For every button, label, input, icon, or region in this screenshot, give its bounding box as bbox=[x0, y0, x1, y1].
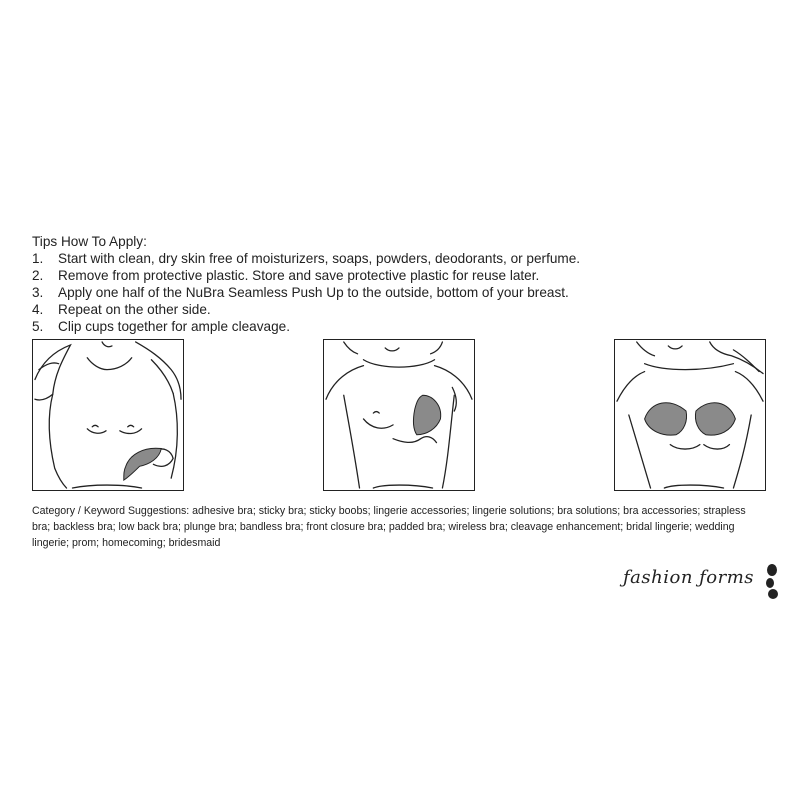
step-number: 4. bbox=[32, 302, 44, 317]
woman-applying-cup-illustration bbox=[33, 340, 183, 490]
illustration-step-clip-cups bbox=[614, 339, 766, 491]
step-number: 5. bbox=[32, 319, 44, 334]
step-text: Repeat on the other side. bbox=[58, 302, 211, 317]
instruction-step bbox=[32, 318, 772, 335]
illustration-step-apply-first-cup bbox=[32, 339, 184, 491]
instructions-list bbox=[32, 250, 772, 335]
brand-logo bbox=[623, 563, 783, 603]
step-text: Apply one half of the NuBra Seamless Push Up to the outside, bottom of your breast. bbox=[58, 285, 569, 300]
step-text: Clip cups together for ample cleavage. bbox=[58, 319, 290, 334]
illustration-step-apply-second-cup bbox=[323, 339, 475, 491]
woman-clipping-cups-illustration bbox=[615, 340, 765, 490]
instruction-step bbox=[32, 284, 772, 301]
step-text: Remove from protective plastic. Store and save protective plastic for reuse later. bbox=[58, 268, 540, 283]
step-text: Start with clean, dry skin free of moisturizers, soaps, powders, deodorants, or perfume. bbox=[58, 251, 581, 266]
instruction-step bbox=[32, 267, 772, 284]
instructions-heading: Tips How To Apply: bbox=[32, 234, 147, 249]
step-number: 3. bbox=[32, 285, 44, 300]
brand-logo-wordmark: ƒashion ƒorms bbox=[623, 567, 755, 588]
instructions-block bbox=[32, 233, 772, 335]
step-number: 2. bbox=[32, 268, 44, 283]
step-number: 1. bbox=[32, 251, 44, 266]
footprint-icon bbox=[761, 563, 783, 601]
instruction-step bbox=[32, 301, 772, 318]
instruction-step bbox=[32, 250, 772, 267]
woman-applying-second-cup-illustration bbox=[324, 340, 474, 490]
keyword-suggestions: Category / Keyword Suggestions: adhesive bra; sticky bra; sticky boobs; lingerie accessories; lingerie solutions; bra solutions; bra accessories; strapless bra; backless bra; low back bra; plunge bra; bandless bra; front closure bra; padded bra; wireless bra; cleavage enhancement; bridal lingerie; wedding lingerie; prom; homecoming; bridesmaid bbox=[32, 505, 746, 549]
